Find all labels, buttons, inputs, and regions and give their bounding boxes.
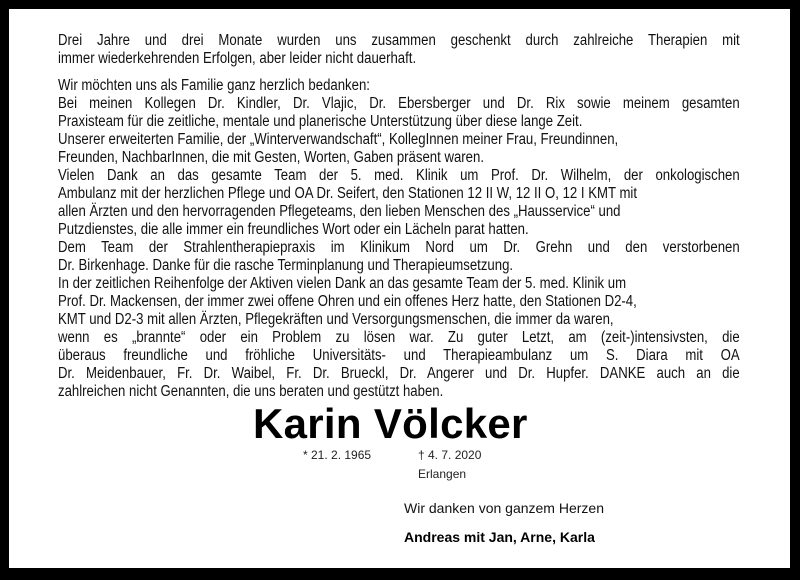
text-line: allen Ärzten und den hervorragenden Pflegeteams, den lieben Menschen des „Hausservice“ und — [58, 203, 621, 220]
text-line: Dem Team der Strahlentherapiepraxis im Klinikum Nord um Dr. Grehn und den verstorbenen — [58, 239, 740, 256]
thanks-line: Wir danken von ganzem Herzen — [404, 500, 604, 516]
text-line: Putzdienstes, die alle immer ein freundliches Wort oder ein Lächeln parat hatten. — [58, 221, 529, 238]
text-line: KMT und D2-3 mit allen Ärzten, Pflegekräften und Versorgungsmenschen, die immer da waren, — [58, 311, 614, 328]
text-line: Dr. Birkenhage. Danke für die rasche Terminplanung und Therapieumsetzung. — [58, 257, 514, 274]
text-line: Unserer erweiterten Familie, der „Winterverwandschaft“, KollegInnen meiner Frau, Freundinnen, — [58, 131, 619, 148]
text-line: Drei Jahre und drei Monate wurden uns zusammen geschenkt durch zahlreiche Therapien mit — [58, 32, 740, 49]
death-date: † 4. 7. 2020 — [418, 448, 482, 462]
text-line: wenn es „brannte“ oder ein Problem zu lösen war. Zu guter Letzt, am (zeit-)intensivsten, die — [58, 329, 740, 346]
text-line: Freunden, NachbarInnen, die mit Gesten, Worten, Gaben präsent waren. — [58, 149, 484, 166]
text-line: überaus freundliche und fröhliche Universitäts- und Therapieambulanz um S. Diara mit OA — [58, 347, 740, 364]
birth-date: * 21. 2. 1965 — [303, 448, 372, 462]
text-line: Bei meinen Kollegen Dr. Kindler, Dr. Vlajic, Dr. Ebersberger und Dr. Rix sowie meinem gesamten — [58, 95, 740, 112]
text-line: immer wiederkehrenden Erfolgen, aber leider nicht dauerhaft. — [58, 50, 417, 67]
text-line: Vielen Dank an das gesamte Team der 5. med. Klinik um Prof. Dr. Wilhelm, der onkologischen — [58, 167, 740, 184]
text-line: Prof. Dr. Mackensen, der immer zwei offene Ohren und ein offenes Herz hatte, den Stationen D2-4, — [58, 293, 637, 310]
text-line: Dr. Meidenbauer, Fr. Dr. Waibel, Fr. Dr. Brueckl, Dr. Angerer und Dr. Hupfer. DANKE auch an die — [58, 365, 740, 382]
signature: Andreas mit Jan, Arne, Karla — [404, 529, 595, 545]
text-line: zahlreichen nicht Genannten, die uns beraten und gestützt haben. — [58, 383, 444, 400]
text-line: In der zeitlichen Reihenfolge der Aktiven vielen Dank an das gesamte Team der 5. med. Klinik um — [58, 275, 627, 292]
paragraph-gap — [58, 68, 740, 77]
thank-you-text — [58, 32, 740, 401]
place: Erlangen — [418, 467, 467, 481]
text-line: Ambulanz mit der herzlichen Pflege und OA Dr. Seifert, den Stationen 12 II W, 12 II O, 12 I KMT mit — [58, 185, 638, 202]
deceased-name: Karin Völcker — [253, 400, 528, 447]
text-line: Wir möchten uns als Familie ganz herzlich bedanken: — [58, 77, 370, 94]
text-line: Praxisteam für die zeitliche, mentale und planerische Unterstützung über diese lange Zeit. — [58, 113, 583, 130]
